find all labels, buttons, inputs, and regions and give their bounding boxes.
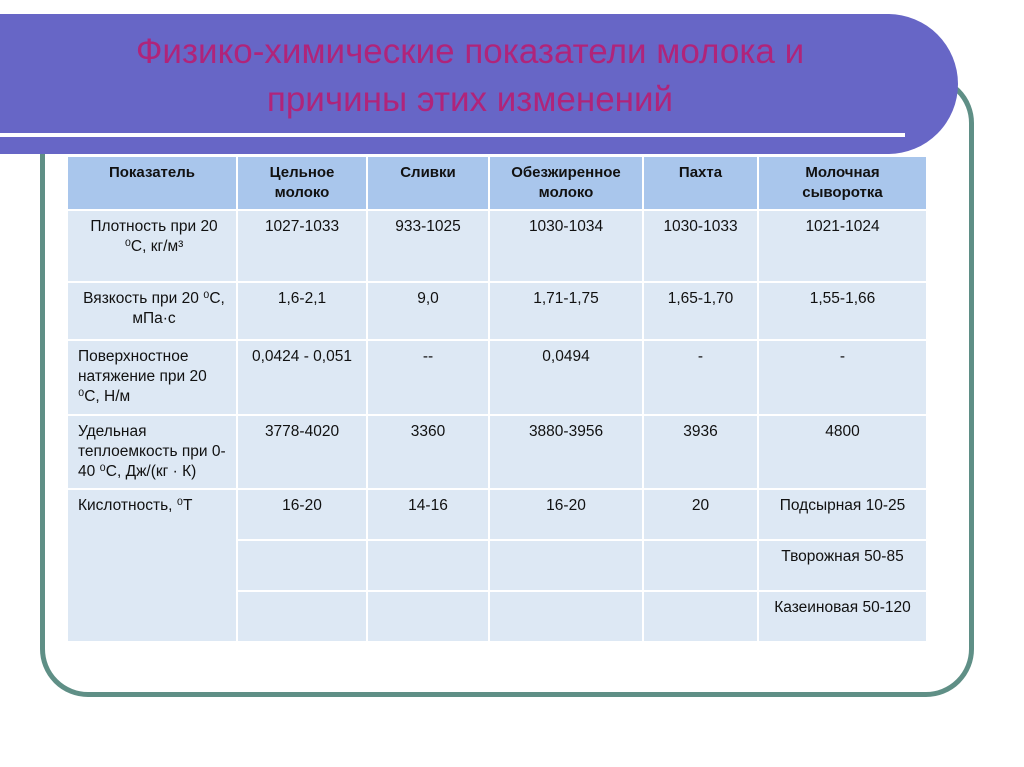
table-cell: 0,0494 [489, 340, 643, 415]
table-cell: - [643, 340, 758, 415]
table-cell: - [758, 340, 927, 415]
table-cell: 3360 [367, 415, 489, 489]
table-cell: -- [367, 340, 489, 415]
row-label: Плотность при 20 ⁰С, кг/м³ [67, 210, 237, 282]
table-cell: 3880-3956 [489, 415, 643, 489]
table-cell [489, 540, 643, 591]
table-cell [367, 540, 489, 591]
table-cell: 1,71-1,75 [489, 282, 643, 340]
table-cell: 1,6-2,1 [237, 282, 367, 340]
table-row [67, 282, 927, 340]
table-cell [643, 591, 758, 642]
table-cell [237, 540, 367, 591]
table-row [67, 489, 927, 540]
row-label: Удельная теплоемкость при 0-40 ⁰С, Дж/(кг · К) [67, 415, 237, 489]
table-cell: 1030-1033 [643, 210, 758, 282]
table-cell: 933-1025 [367, 210, 489, 282]
table-cell: 1021-1024 [758, 210, 927, 282]
table-cell: 14-16 [367, 489, 489, 540]
row-label: Кислотность, ⁰Т [67, 489, 237, 642]
banner-divider [0, 133, 905, 137]
table-cell [489, 591, 643, 642]
milk-properties-table [66, 155, 928, 643]
title-line-2: причины этих изменений [266, 80, 674, 119]
table-cell: 4800 [758, 415, 927, 489]
header-cream: Сливки [367, 156, 489, 210]
header-whey: Молочная сыворотка [758, 156, 927, 210]
table-cell [643, 540, 758, 591]
table-cell [237, 591, 367, 642]
table-cell: 1030-1034 [489, 210, 643, 282]
table-cell: 1,55-1,66 [758, 282, 927, 340]
table-cell [367, 591, 489, 642]
table-cell: 9,0 [367, 282, 489, 340]
table-cell: 0,0424 - 0,051 [237, 340, 367, 415]
table-cell: 1,65-1,70 [643, 282, 758, 340]
table-header-row [67, 156, 927, 210]
table-cell: Казеиновая 50-120 [758, 591, 927, 642]
header-skim-milk: Обезжиренное молоко [489, 156, 643, 210]
table-cell: Творожная 50-85 [758, 540, 927, 591]
table-row [67, 340, 927, 415]
table-row [67, 210, 927, 282]
table-cell: 1027-1033 [237, 210, 367, 282]
title-line-1: Физико-химические показатели молока и [135, 32, 805, 71]
table-cell: 16-20 [237, 489, 367, 540]
table-row [67, 415, 927, 489]
row-label: Вязкость при 20 ⁰С, мПа·с [67, 282, 237, 340]
row-label: Поверхностное натяжение при 20 ⁰С, Н/м [67, 340, 237, 415]
table-cell: 20 [643, 489, 758, 540]
table-cell: Подсырная 10-25 [758, 489, 927, 540]
header-whole-milk: Цельное молоко [237, 156, 367, 210]
table-cell: 3936 [643, 415, 758, 489]
header-buttermilk: Пахта [643, 156, 758, 210]
header-indicator: Показатель [67, 156, 237, 210]
table-cell: 3778-4020 [237, 415, 367, 489]
table-cell: 16-20 [489, 489, 643, 540]
slide-title [0, 28, 940, 124]
